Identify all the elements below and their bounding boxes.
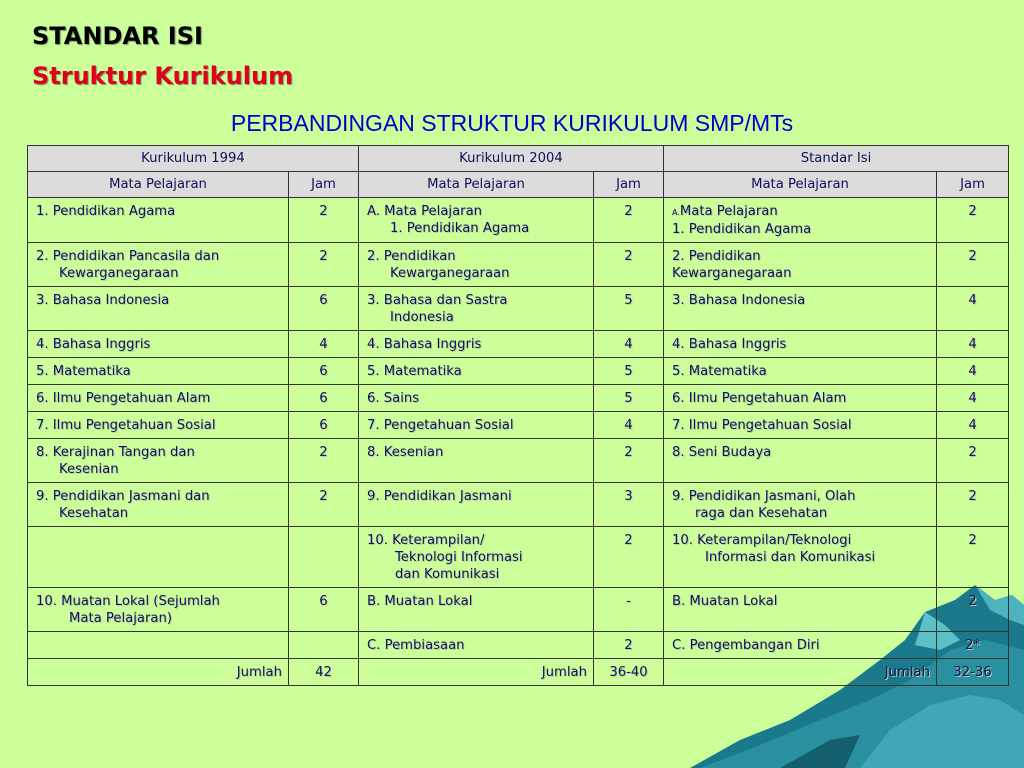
hours-cell: 2 bbox=[289, 439, 359, 483]
column-header-subject: Mata Pelajaran bbox=[28, 172, 289, 198]
subject-cell bbox=[664, 243, 937, 287]
hours-cell: 2 bbox=[937, 198, 1009, 243]
slide-subtitle: Struktur Kurikulum bbox=[32, 62, 294, 90]
subject-line: Teknologi Informasi bbox=[395, 550, 523, 565]
table-row bbox=[28, 439, 1009, 483]
subject-line: 4. Bahasa Inggris bbox=[367, 337, 482, 352]
subject-line: 8. Kerajinan Tangan dan bbox=[36, 445, 195, 460]
subject-line: C. Pengembangan Diri bbox=[672, 638, 820, 653]
table-row bbox=[28, 385, 1009, 412]
subject-line: 10. Muatan Lokal (Sejumlah bbox=[36, 594, 220, 609]
subject-line: A. Mata Pelajaran bbox=[367, 204, 483, 219]
hours-cell: 5 bbox=[594, 287, 664, 331]
subject-line: C. Pembiasaan bbox=[367, 638, 465, 653]
subject-line: 9. Pendidikan Jasmani dan bbox=[36, 489, 210, 504]
hours-cell: 2 bbox=[594, 527, 664, 588]
totals-row bbox=[28, 659, 1009, 686]
group-header-kurikulum-2004: Kurikulum 2004 bbox=[359, 146, 664, 172]
subject-line: Kesenian bbox=[59, 462, 119, 477]
subject-cell bbox=[28, 483, 289, 527]
subject-line: 7. Ilmu Pengetahuan Sosial bbox=[672, 418, 852, 433]
hours-cell: 2 bbox=[594, 632, 664, 659]
total-hours-1994: 42 bbox=[289, 659, 359, 686]
hours-cell: 2 bbox=[937, 439, 1009, 483]
subject-cell bbox=[359, 331, 594, 358]
table-row bbox=[28, 198, 1009, 243]
table-row bbox=[28, 483, 1009, 527]
total-hours-standar-isi: 32-36 bbox=[937, 659, 1009, 686]
hours-cell: 6 bbox=[289, 412, 359, 439]
subject-line: B. Muatan Lokal bbox=[672, 594, 778, 609]
hours-cell: 2 bbox=[594, 243, 664, 287]
subject-cell bbox=[28, 331, 289, 358]
subject-cell bbox=[28, 439, 289, 483]
totals-label: Jumlah bbox=[664, 659, 937, 686]
subject-cell bbox=[664, 412, 937, 439]
hours-cell: 2 bbox=[937, 588, 1009, 632]
subject-cell bbox=[28, 358, 289, 385]
subject-line: Kesehatan bbox=[59, 506, 129, 521]
section-prefix: A. bbox=[672, 208, 680, 217]
subject-text: Mata Pelajaran bbox=[679, 204, 778, 219]
hours-cell bbox=[289, 632, 359, 659]
column-header-hours: Jam bbox=[289, 172, 359, 198]
subject-line: 10. Keterampilan/ bbox=[367, 533, 485, 548]
subject-cell bbox=[359, 439, 594, 483]
hours-cell: 4 bbox=[594, 331, 664, 358]
table-row bbox=[28, 358, 1009, 385]
subject-cell bbox=[359, 412, 594, 439]
subject-cell bbox=[359, 358, 594, 385]
subject-line: Indonesia bbox=[390, 310, 454, 325]
subject-line: 8. Kesenian bbox=[367, 445, 444, 460]
curriculum-table bbox=[27, 145, 1009, 686]
subject-line: 8. Seni Budaya bbox=[672, 445, 772, 460]
table-row bbox=[28, 527, 1009, 588]
hours-cell: 6 bbox=[289, 385, 359, 412]
subject-line bbox=[672, 203, 930, 221]
table-row bbox=[28, 243, 1009, 287]
subject-cell bbox=[28, 287, 289, 331]
hours-cell: 4 bbox=[937, 331, 1009, 358]
subject-cell bbox=[359, 243, 594, 287]
hours-cell: 4 bbox=[594, 412, 664, 439]
hours-cell: 4 bbox=[937, 358, 1009, 385]
group-header-standar-isi: Standar Isi bbox=[664, 146, 1009, 172]
subject-cell bbox=[664, 198, 937, 243]
subject-line: 1. Pendidikan Agama bbox=[36, 204, 176, 219]
subject-line: 6. Ilmu Pengetahuan Alam bbox=[36, 391, 211, 406]
hours-cell: 2 bbox=[289, 198, 359, 243]
table-row bbox=[28, 331, 1009, 358]
hours-cell: 4 bbox=[937, 287, 1009, 331]
column-header-subject: Mata Pelajaran bbox=[664, 172, 937, 198]
subject-line: Kewarganegaraan bbox=[59, 266, 179, 281]
subject-cell bbox=[359, 287, 594, 331]
hours-cell: 6 bbox=[289, 358, 359, 385]
hours-cell: 2* bbox=[937, 632, 1009, 659]
subject-cell bbox=[28, 243, 289, 287]
subject-cell bbox=[664, 439, 937, 483]
column-header-hours: Jam bbox=[937, 172, 1009, 198]
subject-line: 1. Pendidikan Agama bbox=[672, 222, 812, 237]
subject-line: 9. Pendidikan Jasmani, Olah bbox=[672, 489, 856, 504]
subject-cell bbox=[359, 632, 594, 659]
hours-cell bbox=[289, 527, 359, 588]
table-heading: PERBANDINGAN STRUKTUR KURIKULUM SMP/MTs bbox=[230, 110, 794, 136]
hours-cell: 4 bbox=[937, 385, 1009, 412]
subject-line: B. Muatan Lokal bbox=[367, 594, 473, 609]
subject-cell bbox=[664, 588, 937, 632]
hours-cell: 2 bbox=[289, 483, 359, 527]
column-header-row bbox=[28, 172, 1009, 198]
subject-line: Mata Pelajaran) bbox=[69, 611, 172, 626]
subject-cell bbox=[28, 588, 289, 632]
table-row bbox=[28, 632, 1009, 659]
hours-cell: 2 bbox=[937, 243, 1009, 287]
subject-line: Informasi dan Komunikasi bbox=[705, 550, 876, 565]
subject-cell bbox=[28, 198, 289, 243]
subject-line: 2. Pendidikan Pancasila dan bbox=[36, 249, 220, 264]
subject-line: 1. Pendidikan Agama bbox=[390, 221, 530, 236]
hours-cell: 2 bbox=[594, 198, 664, 243]
hours-cell: 6 bbox=[289, 287, 359, 331]
subject-line: Kewarganegaraan bbox=[390, 266, 510, 281]
hours-cell: 2 bbox=[594, 439, 664, 483]
hours-cell: 3 bbox=[594, 483, 664, 527]
subject-line: 3. Bahasa dan Sastra bbox=[367, 293, 508, 308]
subject-line: 5. Matematika bbox=[36, 364, 131, 379]
subject-cell bbox=[664, 287, 937, 331]
total-hours-2004: 36-40 bbox=[594, 659, 664, 686]
subject-line: 3. Bahasa Indonesia bbox=[672, 293, 806, 308]
column-header-subject: Mata Pelajaran bbox=[359, 172, 594, 198]
subject-cell bbox=[359, 385, 594, 412]
hours-cell: 4 bbox=[289, 331, 359, 358]
subject-line: 7. Ilmu Pengetahuan Sosial bbox=[36, 418, 216, 433]
subject-line: 5. Matematika bbox=[672, 364, 767, 379]
hours-cell: 2 bbox=[289, 243, 359, 287]
totals-label: Jumlah bbox=[28, 659, 289, 686]
hours-cell: 5 bbox=[594, 385, 664, 412]
slide-title: STANDAR ISI bbox=[32, 22, 203, 50]
subject-line: 6. Ilmu Pengetahuan Alam bbox=[672, 391, 847, 406]
subject-line: Kewarganegaraan bbox=[672, 266, 792, 281]
subject-cell bbox=[664, 385, 937, 412]
subject-line: 4. Bahasa Inggris bbox=[36, 337, 151, 352]
subject-cell bbox=[664, 483, 937, 527]
subject-cell bbox=[28, 632, 289, 659]
subject-line: 2. Pendidikan bbox=[672, 249, 761, 264]
totals-label: Jumlah bbox=[359, 659, 594, 686]
subject-cell bbox=[664, 632, 937, 659]
subject-line: 6. Sains bbox=[367, 391, 420, 406]
subject-line: 2. Pendidikan bbox=[367, 249, 456, 264]
column-header-hours: Jam bbox=[594, 172, 664, 198]
group-header-row bbox=[28, 146, 1009, 172]
subject-cell bbox=[28, 412, 289, 439]
subject-cell bbox=[664, 358, 937, 385]
group-header-kurikulum-1994: Kurikulum 1994 bbox=[28, 146, 359, 172]
subject-line: 10. Keterampilan/Teknologi bbox=[672, 533, 852, 548]
subject-line: 4. Bahasa Inggris bbox=[672, 337, 787, 352]
subject-cell bbox=[359, 198, 594, 243]
table-row bbox=[28, 588, 1009, 632]
subject-cell bbox=[359, 483, 594, 527]
hours-cell: 2 bbox=[937, 527, 1009, 588]
subject-cell bbox=[664, 527, 937, 588]
subject-line: 9. Pendidikan Jasmani bbox=[367, 489, 512, 504]
subject-line: 5. Matematika bbox=[367, 364, 462, 379]
subject-line: dan Komunikasi bbox=[395, 567, 500, 582]
table-row bbox=[28, 412, 1009, 439]
hours-cell: - bbox=[594, 588, 664, 632]
subject-cell bbox=[28, 385, 289, 412]
hours-cell: 4 bbox=[937, 412, 1009, 439]
subject-cell bbox=[28, 527, 289, 588]
hours-cell: 5 bbox=[594, 358, 664, 385]
hours-cell: 6 bbox=[289, 588, 359, 632]
hours-cell: 2 bbox=[937, 483, 1009, 527]
subject-cell bbox=[359, 527, 594, 588]
subject-line: 3. Bahasa Indonesia bbox=[36, 293, 170, 308]
table-row bbox=[28, 287, 1009, 331]
subject-cell bbox=[359, 588, 594, 632]
subject-cell bbox=[664, 331, 937, 358]
subject-line: 7. Pengetahuan Sosial bbox=[367, 418, 514, 433]
subject-line: raga dan Kesehatan bbox=[695, 506, 828, 521]
